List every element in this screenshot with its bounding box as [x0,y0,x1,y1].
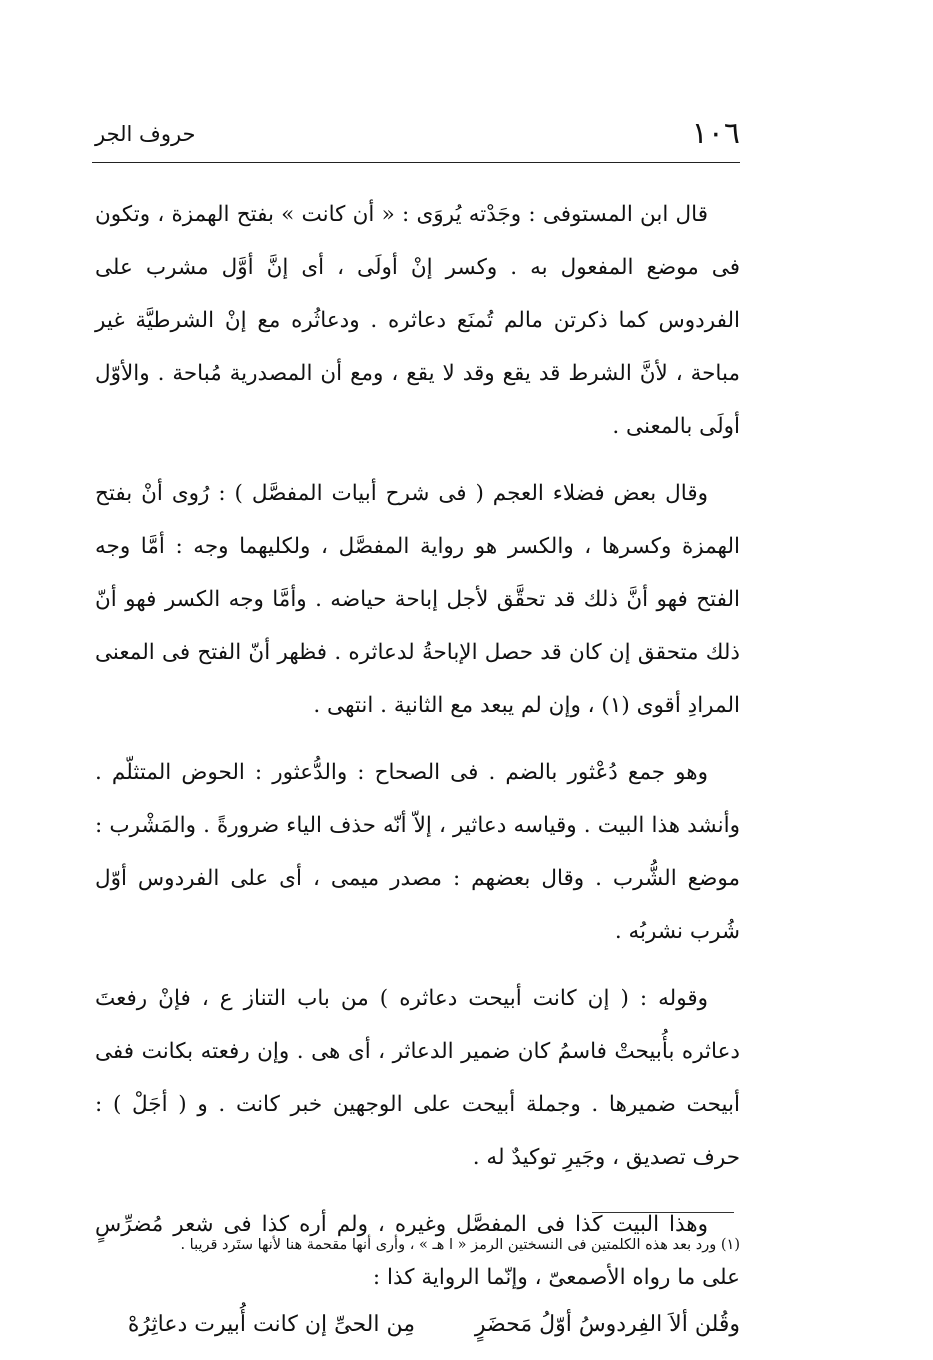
footnote-rule [592,1212,734,1213]
paragraph: وقوله : ( إن كانت أبيحت دعاثره ) من باب التناز ع ، فإنْ رفعتَ دعاثره بأُبيحتْ فاسمُ كان ضمير الدعاثر ، أى هى . وإن رفعته بكانت ففى أبيحت ضميرها . وجملة أبيحت على الوجهين خبر كانت . و ( أجَلْ ) : حرف تصديق ، وجَيرِ توكيدٌ له . [95,986,740,1170]
paragraph: قال ابن المستوفى : وجَدْته يُروَى : « أن كانت » بفتح الهمزة ، وتكون فى موضع المفعول به . وكسر إنْ أولَى ، أى إنَّ أوَّل مشرب على الفردوس كما ذكرتن مالم تُمنَع دعاثره . ودعاثُره مع إنْ الشرطيَّة غير مباحة ، لأنَّ الشرط قد يقع وقد لا يقع ، ومع أن المصدرية مُباحة . والأوّل أولَى بالمعنى . [95,202,740,439]
page-header [95,116,740,156]
running-title: حروف الجر [95,122,196,146]
page-number: ١٠٦ [691,116,740,151]
body-text [95,188,740,1358]
paragraph: وقال بعض فضلاء العجم ( فى شرح أبيات المفصَّل ) : رُوى أنْ بفتح الهمزة وكسرها ، والكسر هو رواية المفصَّل ، ولكليهما وجه : أمَّا وجه الفتح فهو أنَّ ذلك قد تحقَّق لأجل إباحة حياضه . وأمَّا وجه الكسر فهو أنّ ذلك متحقق إن كان قد حصل الإباحةُ لدعاثره . فظهر أنّ الفتح فى المعنى المرادِ أقوى (١) ، وإن لم يبعد مع الثانية . انتهى . [95,481,740,718]
paragraph: وهو جمع دُعْثور بالضم . فى الصحاح : والدُّعثور : الحوض المتثلّم . وأنشد هذا البيت . وقياسه دعاثير ، إلاّ أنّه حذف الياء ضرورةً . والمَشْرب : موضع الشُّرب . وقال بعضهم : مصدر ميمى ، أى على الفردوس أوّل شُرب نشربُه . [95,760,740,944]
footnote: (١) ورد بعد هذه الكلمتين فى النسختين الرمز « ا هـ » ، وأرى أنها مقحمة هنا لأنها ستَرد قريبا . [180,1237,740,1253]
verse-first-hemistich: وقُلن ألاَ الفِردوسُ أوّلُ مَحضَرٍ [474,1312,740,1337]
verse-second-hemistich: مِن الحىِّ إن كانت أُبيرت دعاثِرُهْ [127,1312,415,1337]
paragraph: وهذا البيت كذا فى المفصَّل وغيره ، ولم أره كذا فى شعر مُضرِّسٍ على ما رواه الأصمعىّ ، وإنّما الرواية كذا : [95,1212,740,1290]
header-rule [92,162,740,163]
poetry-verse [95,1302,740,1358]
